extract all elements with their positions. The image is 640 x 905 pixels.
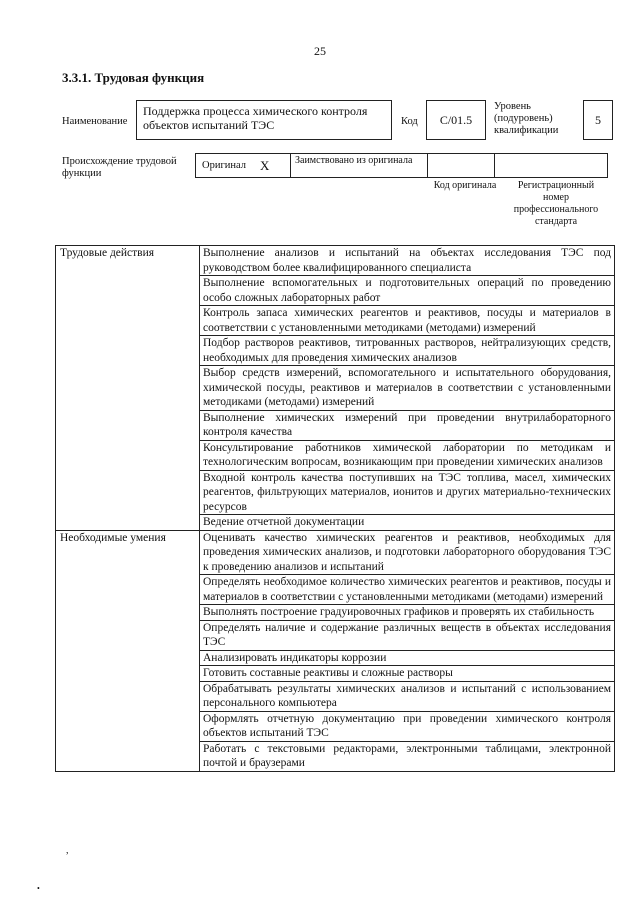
table-row [56, 530, 615, 575]
table-cell: Выполнение химических измерений при проведении внутрилабораторного контроля качества [200, 410, 615, 440]
table-cell: Ведение отчетной документации [200, 515, 615, 531]
section-heading: Необходимые умения [56, 530, 200, 771]
footer-mark: • [37, 884, 40, 893]
footer-mark: , [66, 845, 69, 856]
table-cell: Входной контроль качества поступивших на ТЭС топлива, масел, химических реагентов, фильтрующих материалов, ионитов и других материально-технических ресурсов [200, 470, 615, 515]
code-original-label: Код оригинала [433, 180, 497, 191]
level-value: 5 [595, 112, 601, 127]
table-cell: Контроль запаса химических реагентов и реактивов, посуды и материалов в соответствии с установленными методиками (методами) измерений [200, 306, 615, 336]
section-title: 3.3.1. Трудовая функция [62, 70, 205, 85]
original-label: Оригинал [202, 160, 246, 171]
code-box [426, 100, 486, 140]
table-cell: Оформлять отчетную документацию при проведении химического контроля объектов испытаний ТЭС [200, 711, 615, 741]
level-label: Уровень (подуровень) квалификации [494, 101, 559, 136]
table-cell: Работать с текстовыми редакторами, электронными таблицами, электронной почтой и браузерами [200, 741, 615, 771]
table-cell: Анализировать индикаторы коррозии [200, 650, 615, 666]
code-value: C/01.5 [439, 112, 473, 127]
table-cell: Оценивать качество химических реагентов и реактивов, необходимых для проведения химических анализов, и подготовки лабораторного оборудования ТЭС к проведению анализов и испытаний [200, 530, 615, 575]
section-heading: Трудовые действия [56, 246, 200, 531]
table-row [56, 246, 615, 276]
table-cell: Подбор растворов реактивов, титрованных растворов, нейтрализующих средств, необходимых для проведения химических анализов [200, 336, 615, 366]
code-original-cell [427, 153, 495, 178]
page-number: 25 [314, 44, 326, 58]
level-box [583, 100, 613, 140]
table-cell: Выполнение анализов и испытаний на объектах исследования ТЭС под руководством более квалифицированного специалиста [200, 246, 615, 276]
reg-number-cell [494, 153, 608, 178]
reg-number-label: Регистрационный номер профессионального стандарта [513, 180, 599, 227]
function-table [55, 245, 615, 772]
table-cell: Выполнение вспомогательных и подготовительных операций по проведению особо сложных лабораторных работ [200, 276, 615, 306]
borrowed-cell [290, 153, 428, 178]
table-cell: Определять необходимое количество химических реагентов и реактивов, посуды и материалов в соответствии с установленными методиками (методами) измерений [200, 575, 615, 605]
original-mark: X [260, 157, 270, 173]
table-cell: Готовить составные реактивы и сложные растворы [200, 666, 615, 682]
table-cell: Консультирование работников химической лаборатории по методикам и технологическим вопросам, возникающим при проведении химических анализов [200, 440, 615, 470]
table-cell: Обрабатывать результаты химических анализов и испытаний с использованием персонального компьютера [200, 681, 615, 711]
name-label: Наименование [62, 116, 128, 127]
origin-row [196, 153, 608, 178]
borrowed-label: Заимствовано из оригинала [295, 155, 413, 166]
table-cell: Выполнять построение градуировочных графиков и проверять их стабильность [200, 605, 615, 621]
function-name-box [136, 100, 392, 140]
code-label: Код [401, 116, 418, 127]
table-cell: Определять наличие и содержание различных веществ в объектах исследования ТЭС [200, 620, 615, 650]
table-cell: Выбор средств измерений, вспомогательного и испытательного оборудования, химической посуды, реактивов и материалов в соответствии с установленными методиками (методами) измерений [200, 366, 615, 411]
origin-label: Происхождение трудовой функции [62, 156, 177, 179]
function-name-value: Поддержка процесса химического контроля объектов испытаний ТЭС [143, 104, 368, 132]
original-cell [195, 153, 291, 178]
